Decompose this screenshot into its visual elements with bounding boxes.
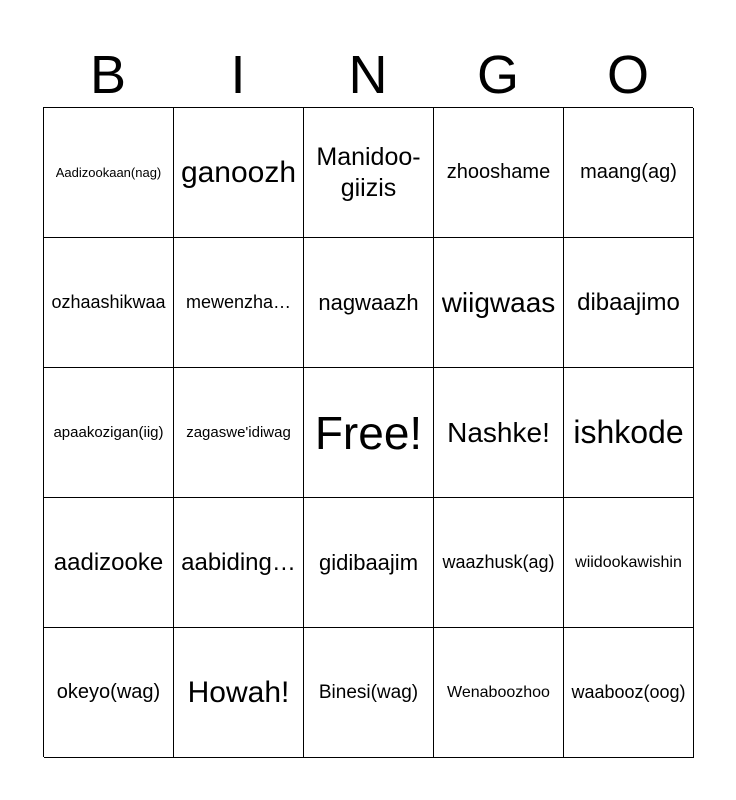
bingo-cell[interactable] [174,238,304,368]
cell-text: nagwaazh [318,289,419,315]
bingo-cell[interactable] [174,108,304,238]
header-letter-n: N [348,45,388,105]
bingo-cell[interactable] [44,238,174,368]
header-letter-o: O [606,45,649,105]
bingo-card [43,107,693,757]
bingo-cell[interactable] [434,498,564,628]
bingo-cell[interactable] [174,498,304,628]
bingo-cell[interactable] [44,108,174,238]
cell-text: apaakozigan(iig) [53,424,164,441]
cell-text: ganoozh [180,155,297,189]
bingo-cell[interactable] [434,628,564,758]
bingo-header [43,44,693,106]
cell-text: Manidoo-giizis [316,143,421,202]
cell-text: okeyo(wag) [56,681,161,703]
bingo-cell[interactable] [304,498,434,628]
free-space-label: Free! [314,406,423,459]
bingo-cell[interactable] [564,368,694,498]
bingo-cell[interactable] [44,498,174,628]
bingo-cell[interactable] [44,628,174,758]
cell-text: wiidookawishin [575,553,682,571]
cell-text: ozhaashikwaa [51,292,166,312]
cell-text: Howah! [187,675,290,709]
bingo-cell[interactable] [174,628,304,758]
cell-text: mewenzha… [185,292,292,312]
cell-text: zhooshame [446,161,551,183]
bingo-cell[interactable] [174,368,304,498]
cell-text: ishkode [573,414,684,450]
bingo-cell[interactable] [44,368,174,498]
cell-text: gidibaajim [318,549,419,575]
cell-text: waabooz(oog) [571,682,686,702]
bingo-cell[interactable] [564,628,694,758]
bingo-cell[interactable] [304,108,434,238]
bingo-cell[interactable] [434,238,564,368]
bingo-cell[interactable] [564,238,694,368]
cell-text: waazhusk(ag) [442,552,555,572]
cell-text: aadizooke [53,548,164,576]
cell-text: Aadizookaan(nag) [55,165,162,180]
cell-text: Wenaboozhoo [447,683,550,701]
cell-text: zagaswe'idiwag [186,424,291,441]
header-letter-i: I [230,45,246,105]
cell-text: maang(ag) [580,161,677,183]
cell-text: aabiding… [181,548,296,576]
bingo-cell[interactable] [304,628,434,758]
cell-text: Nashke! [447,416,550,448]
bingo-cell[interactable] [434,108,564,238]
free-space[interactable] [304,368,434,498]
bingo-cell[interactable] [434,368,564,498]
bingo-cell[interactable] [304,238,434,368]
bingo-cell[interactable] [564,108,694,238]
cell-text: wiigwaas [441,286,556,318]
header-letter-b: B [89,45,127,105]
cell-text: dibaajimo [577,288,680,316]
header-letter-g: G [476,45,519,105]
cell-text: Binesi(wag) [318,681,419,703]
bingo-cell[interactable] [564,498,694,628]
